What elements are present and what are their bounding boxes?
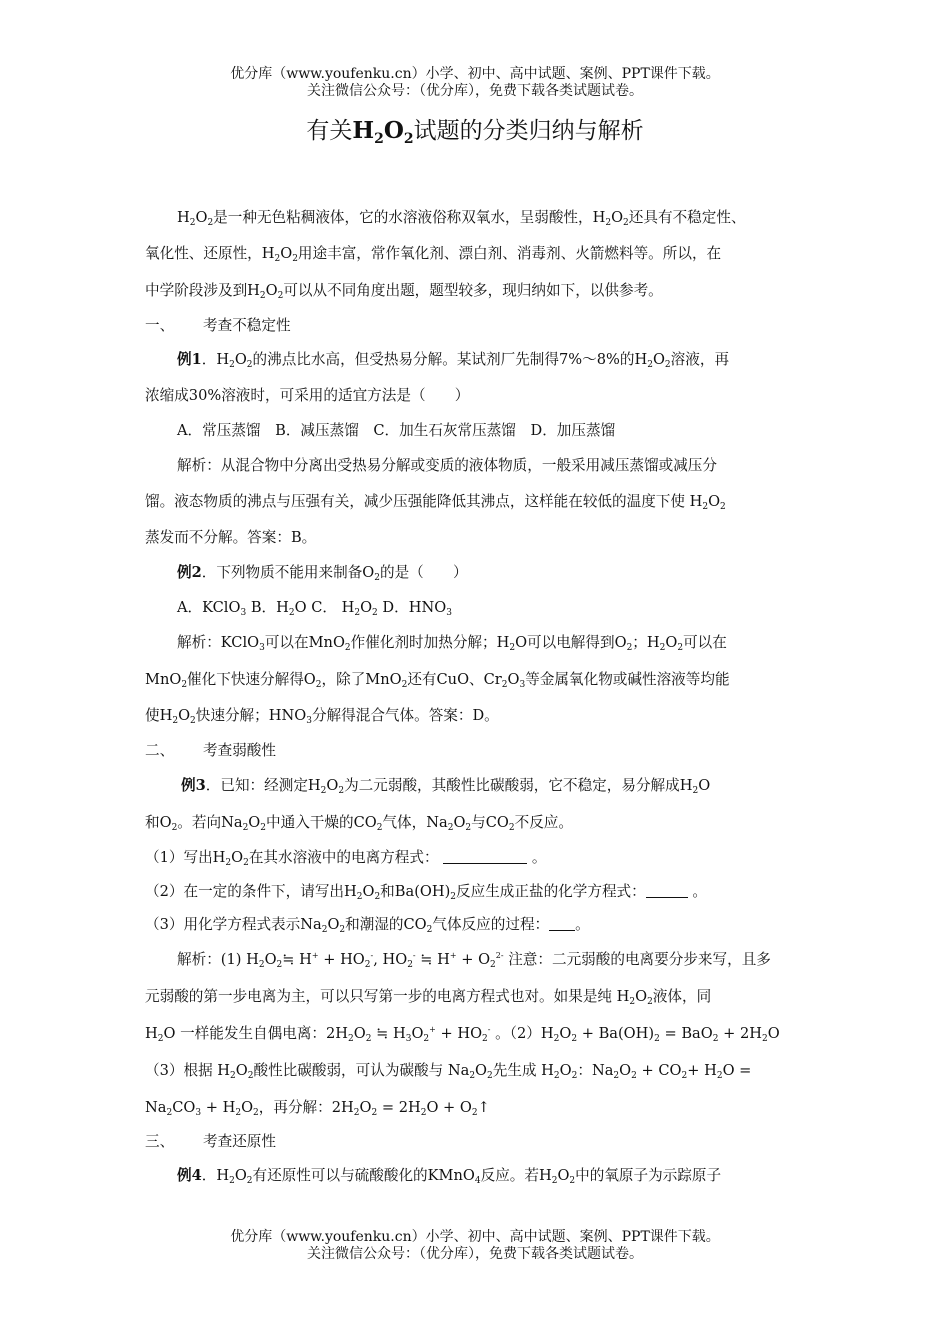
ex3-analysis-line-4: （3）根据 $H_2O_2$酸性比碳酸弱，可认为碳酸与 $Na_2O_2$先生成 $H_2O_2$：$Na_2O_2 + CO_2+ H_2O$ =	[145, 1062, 752, 1081]
intro-line-1: $H_2O_2$是一种无色粘稠液体，它的水溶液俗称双氧水，呈弱酸性，$H_2O_2$还具有不稳定性、	[177, 209, 746, 228]
intro-line-3: 中学阶段涉及到$H_2O_2$可以从不同角度出题，题型较多，现归纳如下，以供参考。	[145, 282, 663, 301]
ex2-analysis-line-3: 使$H_2O_2$快速分解；$HNO_3$分解得混合气体。答案：D。	[145, 707, 499, 726]
section-heading-3: 三、 考查还原性	[145, 1133, 276, 1150]
ex3-subquestion-3: （3）用化学方程式表示$Na_2O_2$和潮湿的$CO_2$气体反应的过程： 。	[145, 916, 590, 935]
ex3-analysis-line-2: 元弱酸的第一步电离为主，可以只写第一步的电离方程式也对。如果是纯 $H_2O_2$液体，同	[145, 988, 712, 1007]
title-formula: $H_2O_2$	[352, 117, 414, 147]
ex1-analysis-line-2: 馏。液态物质的沸点与压强有关，减少压强能降低其沸点，这样能在较低的温度下使 $H_2O_2$	[145, 493, 726, 512]
answer-blank-1[interactable]	[443, 849, 527, 864]
title-prefix: 有关	[306, 118, 353, 144]
ex3-analysis-line-1: 解析：(1) $H_2O_2≒$ $H^+ + HO_2^-$, $HO_2^-$ ≒ $H^+ + O_2^{2-}$ 注意：二元弱酸的电离要分步来写，且多	[177, 951, 771, 970]
ex2-analysis-line-1: 解析：KClO$_3$可以在MnO$_2$作催化剂时加热分解；$H_2O$可以电解得到$O_2$；$H_2O_2$可以在	[177, 634, 727, 653]
ex4-question-line-1: 例4．$H_2O_2$有还原性可以与硫酸酸化的KMnO$_4$反应。若$H_2O_2$中的氧原子为示踪原子	[177, 1167, 722, 1186]
document-title	[0, 115, 950, 147]
section-heading-2: 二、 考查弱酸性	[145, 742, 276, 759]
ex2-question: 例2．下列物质不能用来制备$O_2$的是（ ）	[177, 564, 468, 583]
footer-line-2: 关注微信公众号：（优分库），免费下载各类试题试卷。	[307, 1246, 643, 1262]
page-footer	[0, 1229, 950, 1263]
page-header	[0, 66, 950, 100]
footer-line-1: 优分库（www.youfenku.cn）小学、初中、高中试题、案例、PPT课件下载。	[230, 1229, 720, 1245]
ex1-question-line-2: 浓缩成30%溶液时，可采用的适宜方法是（ ）	[145, 387, 470, 404]
ex3-subquestion-1: （1）写出$H_2O_2$在其水溶液中的电离方程式： 。	[145, 849, 547, 868]
section-heading-1: 一、 考查不稳定性	[145, 317, 291, 334]
ex3-question-line-1: 例3．已知：经测定$H_2O_2$为二元弱酸，其酸性比碳酸弱，它不稳定，易分解成$H_2O$	[181, 777, 711, 796]
title-suffix: 试题的分类归纳与解析	[413, 118, 644, 144]
answer-blank-2[interactable]	[646, 883, 688, 898]
ex1-options: A．常压蒸馏 B．减压蒸馏 C．加生石灰常压蒸馏 D．加压蒸馏	[177, 422, 616, 439]
ex1-question-line-1: 例1．$H_2O_2$的沸点比水高，但受热易分解。某试剂厂先制得7%～8%的$H_2O_2$溶液，再	[177, 351, 730, 370]
ex3-analysis-line-3: $H_2O$ 一样能发生自偶电离：$2H_2O_2$ ≒ $H_3O_2^+ + HO_2^-$ 。$(2)H_2O_2 + Ba(OH)_2 = BaO_2 + 2H_2O$	[145, 1025, 780, 1044]
header-line-2: 关注微信公众号：（优分库），免费下载各类试题试卷。	[307, 83, 643, 99]
ex2-analysis-line-2: MnO$_2$催化下快速分解得$O_2$，除了MnO$_2$还有CuO、$Cr_2O_3$等金属氧化物或碱性溶液等均能	[145, 671, 730, 690]
ex1-analysis-line-3: 蒸发而不分解。答案：B。	[145, 529, 317, 546]
answer-blank-3[interactable]	[549, 916, 575, 931]
ex3-analysis-line-5: $Na_2CO_3 + H_2O_2$，再分解：$2H_2O_2 = 2H_2O$ + $O_2↑$	[145, 1099, 490, 1118]
ex1-analysis-line-1: 解析：从混合物中分离出受热易分解或变质的液体物质，一般采用减压蒸馏或减压分	[177, 457, 717, 474]
ex3-subquestion-2: （2）在一定的条件下，请写出$H_2O_2$和$Ba(OH)_2$反应生成正盐的化学方程式： 。	[145, 883, 707, 902]
header-line-1: 优分库（www.youfenku.cn）小学、初中、高中试题、案例、PPT课件下载。	[230, 66, 720, 82]
ex3-question-line-2: 和$O_2$。若向$Na_2O_2$中通入干燥的$CO_2$气体，$Na_2O_2$与$CO_2$不反应。	[145, 814, 573, 833]
ex2-options: A．KClO$_3$ B．$H_2O$ C． $H_2O_2$ D．$HNO_3$	[177, 599, 452, 618]
intro-line-2: 氧化性、还原性，$H_2O_2$用途丰富，常作氧化剂、漂白剂、消毒剂、火箭燃料等。所以，在	[145, 245, 722, 264]
